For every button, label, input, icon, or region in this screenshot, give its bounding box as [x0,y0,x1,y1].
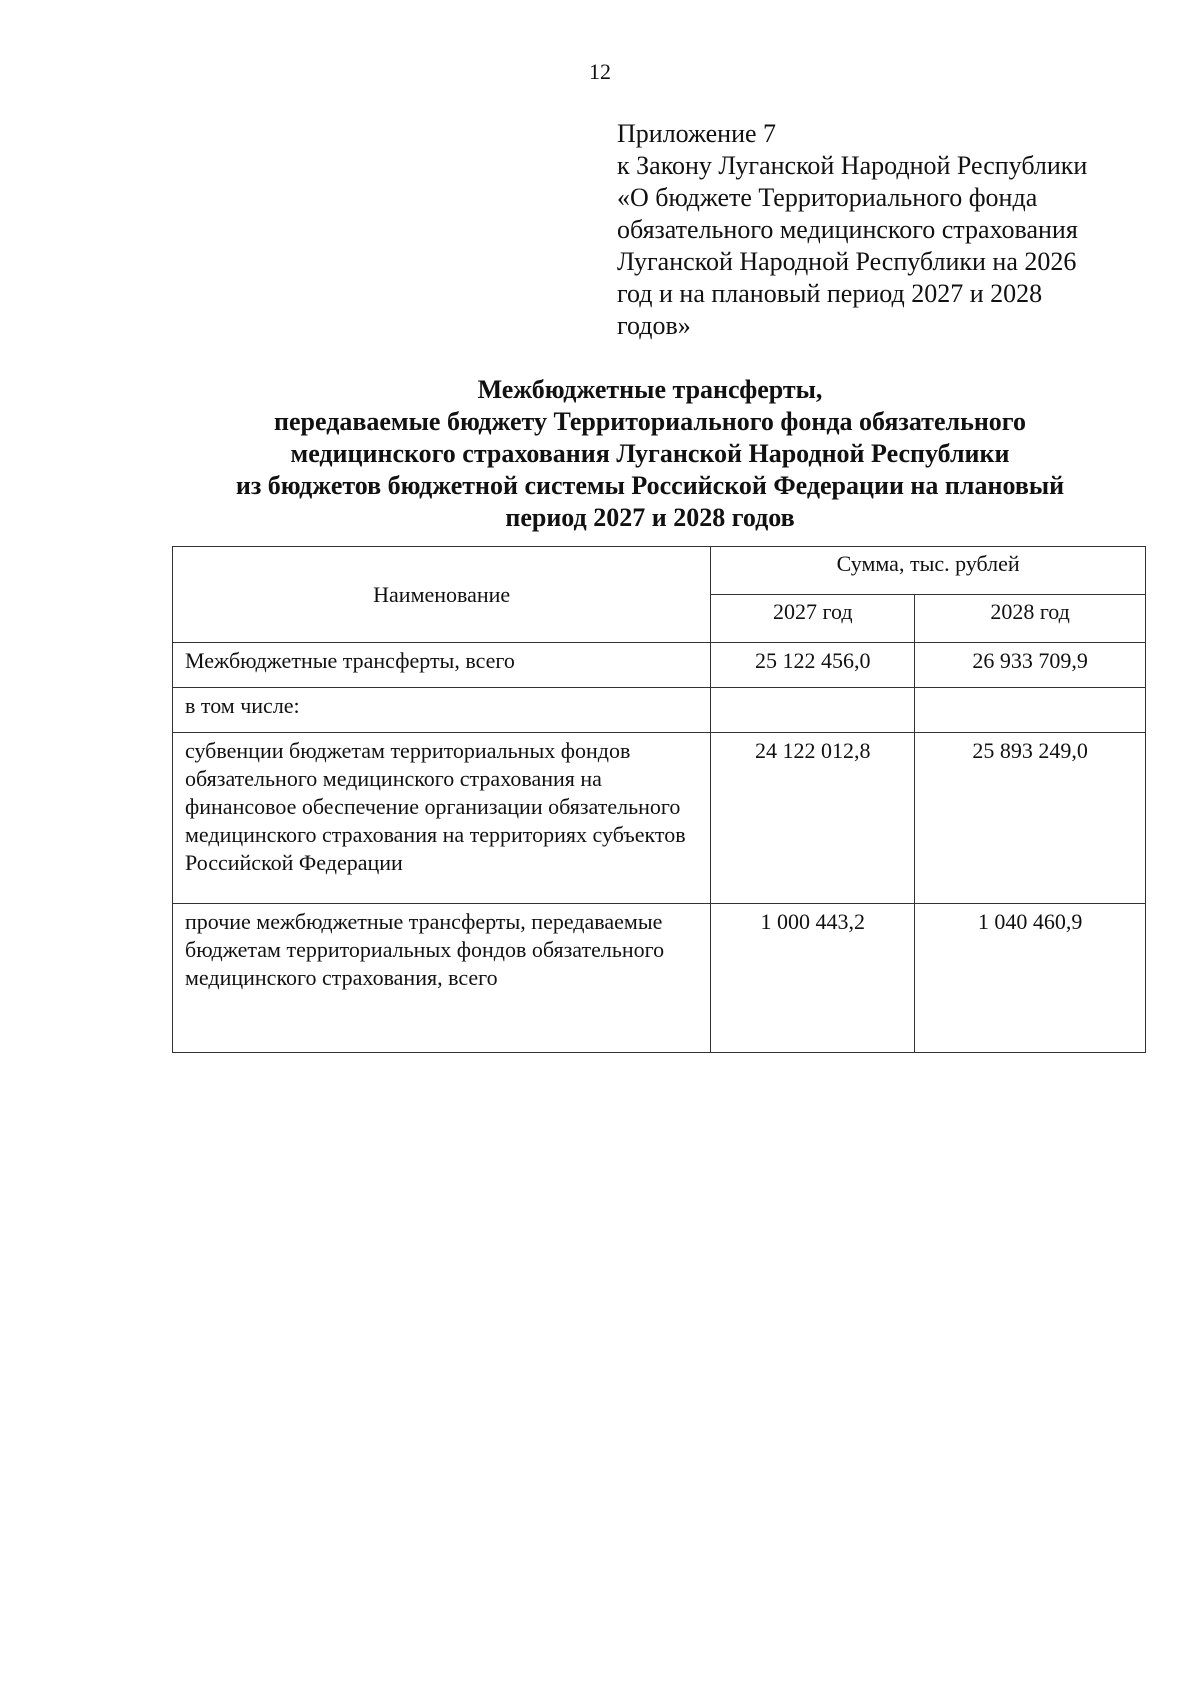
page-number: 12 [589,59,611,84]
appendix-line: обязательного медицинского страхования [617,215,1078,244]
title-line: период 2027 и 2028 годов [505,503,795,532]
title-line: Межбюджетные трансферты, [477,375,823,404]
row-value-2028: 1 040 460,9 [915,904,1146,1053]
header-year-2027: 2027 год [711,595,915,643]
table-row [173,643,1146,688]
appendix-line: годов» [617,311,691,340]
header-sum: Сумма, тыс. рублей [711,547,1146,595]
row-value-2027 [711,688,915,733]
header-name: Наименование [173,547,711,643]
row-name: в том числе: [173,688,711,733]
row-name: субвенции бюджетам территориальных фондов обязательного медицинского страхования на финансовое обеспечение организации обязательного медицинского страхования на территориях субъектов Российской Федерации [173,733,711,904]
row-name: прочие межбюджетные трансферты, передаваемые бюджетам территориальных фондов обязательного медицинского страхования, всего [173,904,711,1053]
row-value-2027: 25 122 456,0 [711,643,915,688]
document-title [100,374,1200,534]
title-line: из бюджетов бюджетной системы Российской Федерации на плановый [235,471,1065,500]
table-row [173,688,1146,733]
appendix-line: Приложение 7 [617,119,777,148]
appendix-header [617,118,1177,342]
table-row [173,904,1146,1053]
row-value-2028 [915,688,1146,733]
row-value-2027: 1 000 443,2 [711,904,915,1053]
row-value-2028: 25 893 249,0 [915,733,1146,904]
transfers-table [172,546,1146,1053]
appendix-line: к Закону Луганской Народной Республики [617,151,1088,180]
appendix-line: «О бюджете Территориального фонда [617,183,1038,212]
title-line: медицинского страхования Луганской Народной Республики [290,439,1010,468]
row-value-2028: 26 933 709,9 [915,643,1146,688]
title-line: передаваемые бюджету Территориального фонда обязательного [274,407,1026,436]
header-year-2028: 2028 год [915,595,1146,643]
appendix-line: год и на плановый период 2027 и 2028 [617,279,1043,308]
table-row [173,733,1146,904]
row-name: Межбюджетные трансферты, всего [173,643,711,688]
row-value-2027: 24 122 012,8 [711,733,915,904]
appendix-line: Луганской Народной Республики на 2026 [617,247,1077,276]
